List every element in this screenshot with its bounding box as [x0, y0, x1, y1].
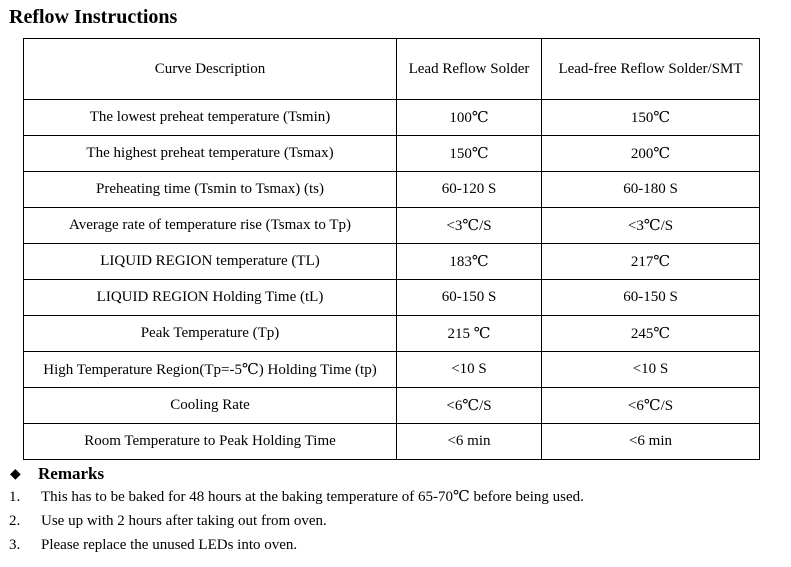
row-lead-free-value: 150℃	[542, 100, 760, 136]
remark-number: 1.	[9, 489, 21, 505]
row-description: Room Temperature to Peak Holding Time	[24, 424, 397, 460]
row-description: Peak Temperature (Tp)	[24, 316, 397, 352]
row-lead-free-value: <3℃/S	[542, 208, 760, 244]
reflow-table	[23, 38, 760, 460]
row-description: Cooling Rate	[24, 388, 397, 424]
remark-text: This has to be baked for 48 hours at the baking temperature of 65-70℃ before being used.	[41, 489, 584, 505]
header-curve-description: Curve Description	[24, 39, 397, 100]
remark-item	[9, 534, 297, 556]
row-lead-value: <10 S	[397, 352, 542, 388]
row-description: LIQUID REGION Holding Time (tL)	[24, 280, 397, 316]
row-description: The highest preheat temperature (Tsmax)	[24, 136, 397, 172]
row-lead-value: <6 min	[397, 424, 542, 460]
table-row	[24, 424, 760, 460]
row-lead-free-value: 60-180 S	[542, 172, 760, 208]
row-lead-free-value: <6 min	[542, 424, 760, 460]
page-title: Reflow Instructions	[9, 6, 178, 28]
row-lead-free-value: <6℃/S	[542, 388, 760, 424]
table-row	[24, 208, 760, 244]
remark-item	[9, 510, 327, 532]
row-lead-value: 60-150 S	[397, 280, 542, 316]
row-description: High Temperature Region(Tp=-5℃) Holding Time (tp)	[24, 352, 397, 388]
row-lead-free-value: <10 S	[542, 352, 760, 388]
header-lead-free-reflow-solder: Lead-free Reflow Solder/SMT	[542, 39, 760, 100]
row-description: Average rate of temperature rise (Tsmax to Tp)	[24, 208, 397, 244]
row-lead-free-value: 217℃	[542, 244, 760, 280]
diamond-bullet-icon: ◆	[10, 467, 21, 482]
row-lead-value: 183℃	[397, 244, 542, 280]
remarks-heading-label: Remarks	[38, 464, 105, 483]
table-row	[24, 280, 760, 316]
row-lead-value: 100℃	[397, 100, 542, 136]
remarks-heading	[10, 463, 104, 486]
row-description: LIQUID REGION temperature (TL)	[24, 244, 397, 280]
table-row	[24, 172, 760, 208]
remark-text: Use up with 2 hours after taking out from oven.	[41, 513, 327, 529]
remark-number: 3.	[9, 537, 21, 553]
row-description: The lowest preheat temperature (Tsmin)	[24, 100, 397, 136]
remark-number: 2.	[9, 513, 21, 529]
table-row	[24, 244, 760, 280]
remark-text: Please replace the unused LEDs into oven.	[41, 537, 298, 553]
table-row	[24, 316, 760, 352]
table-row	[24, 388, 760, 424]
row-lead-value: <6℃/S	[397, 388, 542, 424]
table-row	[24, 136, 760, 172]
row-lead-free-value: 245℃	[542, 316, 760, 352]
row-lead-value: <3℃/S	[397, 208, 542, 244]
table-row	[24, 352, 760, 388]
remark-item	[9, 486, 584, 508]
header-lead-reflow-solder: Lead Reflow Solder	[397, 39, 542, 100]
row-description: Preheating time (Tsmin to Tsmax) (ts)	[24, 172, 397, 208]
row-lead-value: 150℃	[397, 136, 542, 172]
row-lead-value: 215 ℃	[397, 316, 542, 352]
table-row	[24, 100, 760, 136]
row-lead-value: 60-120 S	[397, 172, 542, 208]
row-lead-free-value: 200℃	[542, 136, 760, 172]
row-lead-free-value: 60-150 S	[542, 280, 760, 316]
table-header-row	[24, 39, 760, 100]
